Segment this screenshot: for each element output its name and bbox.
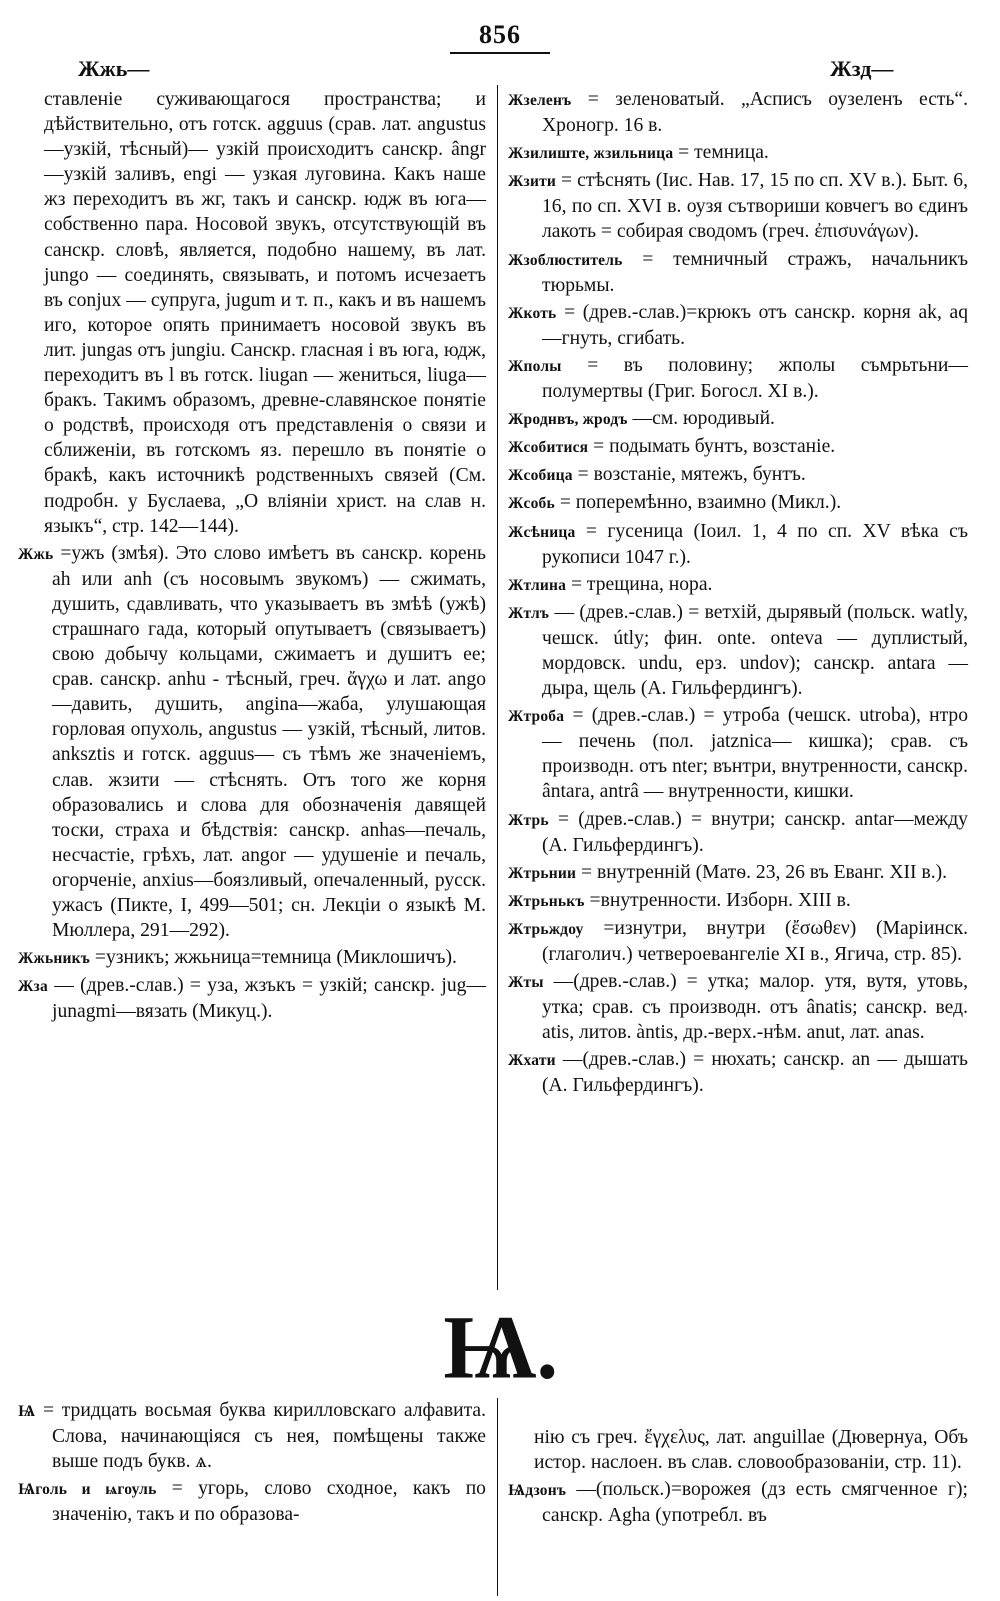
entry-headword: Жполы	[508, 357, 562, 375]
entry-headword: Жтлина	[508, 576, 567, 594]
top-right-column	[508, 87, 968, 1101]
dictionary-entry	[508, 600, 968, 701]
entry-headword: Жтроба	[508, 708, 565, 726]
entry-definition: = внутренній (Матѳ. 23, 26 въ Еванг. XII в.).	[581, 861, 948, 883]
entry-headword: Жты	[508, 974, 544, 992]
dictionary-entry	[508, 247, 968, 298]
running-head-right: Жзд—	[830, 56, 894, 81]
entry-definition: — (древ.-слав.) = уза, жзъкъ = узкій; санскр. jug—junagmi—вязать (Микуц.).	[52, 975, 487, 1023]
dictionary-entry	[18, 973, 486, 1024]
dictionary-entry	[508, 572, 968, 598]
entry-definition: = угорь, слово сходное, какъ по значенію, такъ и по образова-	[52, 1478, 486, 1526]
entry-headword: Жзилиште, жзильница	[508, 145, 674, 163]
entry-headword: Жсобица	[508, 467, 573, 485]
section-letter: Ѩ.	[442, 1296, 558, 1398]
entry-definition: —(польск.)=ворожея (дз есть смягченное г); санскр. Agha (употребл. въ	[542, 1479, 968, 1527]
dictionary-entry	[508, 916, 968, 967]
dictionary-entry	[508, 140, 968, 166]
dictionary-entry	[18, 1398, 486, 1474]
dictionary-entry	[508, 807, 968, 858]
entry-headword: Жтлъ	[508, 604, 550, 622]
entry-headword: Жсѣница	[508, 523, 576, 541]
entry-definition: =внутренности. Изборн. XIII в.	[589, 889, 851, 911]
entry-definition: = зеленоватый. „Асписъ оузеленъ есть“. Хроногр. 16 в.	[542, 89, 968, 137]
dictionary-entry	[508, 353, 968, 404]
entry-definition: = (древ.-слав.) = утроба (чешск. utroba), нтро — печень (пол. jatznica— кишка); срав. съ производн. отъ nter; вънтри, внутренности, санскр. ântara, antrâ — внутренности, кишки.	[542, 705, 968, 803]
column-rule-top	[497, 85, 498, 1290]
bottom-right-entries	[508, 1477, 968, 1528]
dictionary-entry	[508, 519, 968, 570]
dictionary-entry	[508, 1047, 968, 1098]
entry-headword: Жхати	[508, 1052, 556, 1070]
entry-definition: = тридцать восьмая буква кирилловскаго алфавита. Слова, начинающіяся съ нея, помѣщены также выше подъ букв. ѧ.	[42, 1400, 487, 1473]
entry-definition: —см. юродивый.	[632, 408, 775, 430]
entry-headword: Жжь	[18, 545, 54, 563]
entry-headword: Жтрьнькъ	[508, 892, 585, 910]
entry-definition: = (древ.-слав.)=крюкъ отъ санскр. корня ak, aq—гнуть, сгибать.	[542, 301, 968, 349]
dictionary-entry	[508, 434, 968, 460]
entry-definition: = поперемѣнно, взаимно (Микл.).	[559, 492, 842, 514]
dictionary-entry	[508, 462, 968, 488]
bottom-left-column	[18, 1398, 486, 1529]
dictionary-entry	[508, 969, 968, 1045]
entry-definition: —(древ.-слав.) = утка; малор. утя, вутя, утовь, утка; срав. съ производн. отъ ânatis; санскр. вед. atis, литов. àntis, др.-верх.-нѣм. anut, лат. anas.	[542, 971, 968, 1044]
dictionary-entry	[508, 860, 968, 886]
dictionary-entry	[18, 541, 486, 944]
page-number-rule	[450, 52, 550, 54]
entry-definition: = возстаніе, мятежъ, бунтъ.	[577, 464, 806, 486]
entry-headword: Жзеленъ	[508, 92, 572, 109]
dictionary-entry	[508, 703, 968, 804]
dictionary-entry	[508, 300, 968, 351]
entry-definition: =узникъ; жжьница=темница (Миклошичъ).	[94, 947, 457, 969]
column-rule-bottom	[497, 1398, 498, 1596]
entry-headword: Жкоть	[508, 304, 557, 322]
page-number: 856	[479, 20, 521, 49]
entry-headword: Жза	[18, 978, 48, 996]
entry-headword: Жроднвъ, жродъ	[508, 411, 628, 429]
dictionary-entry	[508, 87, 968, 138]
bottom-right-column	[508, 1425, 968, 1530]
entry-headword: Жзити	[508, 173, 557, 191]
entry-definition: =ужъ (змѣя). Это слово имѣетъ въ санскр. корень ah или anh (съ носовымъ звукомъ) — сжимать, душить, сдавливать, что указываетъ въ змѣѣ (ужѣ) страшнаго гада, который опутываетъ (связываетъ) свою добычу кольцами, сжимаетъ и душитъ ее; срав. санскр. anhu - тѣсный, греч. ἄγχω и лат. ango—давить, душить, angina—жаба, улушающая горловая опухоль, angustus — узкій, тѣсный, литов. anksztis и готск. agguus— съ тѣмъ же значеніемъ, слав. жзити — стѣснять. Отъ того же корня образовались и слова для обозначенія давящей тоски, страха и бѣдствія: санскр. anhas—печаль, несчастіе, грѣхъ, лат. angor — удушеніе и печаль, огорченіе, anxius—боязливый, опечаленный, русск. ужасъ (Пикте, I, 499—501; сн. Лекціи о языкѣ М. Мюллера, 291—292).	[52, 542, 486, 942]
dictionary-entry	[508, 888, 968, 914]
entry-definition: = въ половину; жполы съмрьтьни— полумертвы (Григ. Богосл. XI в.).	[542, 354, 968, 403]
entry-headword: Жзоблюститель	[508, 251, 623, 269]
bottom-left-entries	[18, 1398, 486, 1527]
entry-headword: Жсобь	[508, 495, 555, 513]
entry-definition: =изнутри, внутри (ἔσωθεν) (Маріинск. (глаголич.) четвероевангеліе XI в., Ягича, стр. 85).	[542, 917, 968, 965]
entry-headword: Жсобитися	[508, 439, 589, 457]
entry-definition: = трещина, нора.	[570, 573, 713, 595]
entry-headword: Жтрь	[508, 811, 549, 829]
continued-paragraph: ставленіе суживающагося пространства; и дѣйствительно, отъ готск. agguus (срав. лат. angustus—узкій, тѣсный)— узкій происходитъ санскр. ângr—узкій заливъ, engi — узкая луговина. Какъ наше жз переходитъ въ жг, такъ и санскр. юдж въ юга—собственно пара. Носовой звукъ, отсутствующій въ санскр. словѣ, является, подобно нашему, въ лат. jungo — соединять, связывать, и потомъ исчезаетъ въ conjux — супруга, jugum и т. п., какъ и въ нашемъ иго, которое опять принимаетъ носовой звукъ въ лит. jungas отъ jungiu. Санскр. гласная і въ юга, юдж, переходитъ въ l въ готск. liugan — жениться, liuga— бракъ. Такимъ образомъ, древне-славянское понятіе о родствѣ, происходя отъ представленія о связи и сближеніи, въ готскомъ яз. перешло въ понятіе о бракѣ, какъ источникѣ родственныхъ связей (См. подробн. у Буслаева, „О вліяніи христ. на слав н. языкъ“, стр. 142—144).	[44, 89, 486, 537]
entry-definition: = (древ.-слав.) = внутри; санскр. antar—между (А. Гильфердингъ).	[542, 808, 968, 856]
dictionary-entry	[508, 406, 968, 432]
entry-definition: —(древ.-слав.) = нюхать; санскр. an — дышать (А. Гильфердингъ).	[542, 1049, 968, 1097]
top-left-column	[18, 87, 486, 1026]
dictionary-entry	[508, 490, 968, 516]
entry-definition: = подымать бунтъ, возстаніе.	[593, 436, 836, 458]
entry-headword: Жжьникъ	[18, 950, 90, 968]
top-right-entries	[508, 87, 968, 1099]
entry-definition: — (древ.-слав.) = ветхій, дырявый (польск. watly, чешск. útly; фин. onte. onteva — дуплистый, мордовск. undu, ерз. undov); санскр. antara — дыра, щель (А. Гильфердингъ).	[542, 601, 968, 700]
entry-definition: = гусеница (Іоил. 1, 4 по сп. XV вѣка съ рукописи 1047 г.).	[542, 520, 968, 568]
entry-headword: Ѩголь и ѩгоуль	[18, 1481, 157, 1499]
entry-definition: = стѣснять (Іис. Нав. 17, 15 по сп. XV в.). Быт. 6, 16, по сп. XVI в. оузя сътвориши ковчегъ во єдинъ лакоть = собирая сводомъ (греч. ἐπισυνάγων).	[542, 170, 968, 243]
entry-headword: Жтрьнии	[508, 864, 577, 882]
dictionary-entry	[508, 168, 968, 244]
top-left-entries	[18, 541, 486, 1025]
entry-definition: = темничный стражъ, начальникъ тюрьмы.	[542, 248, 968, 296]
running-head-left: Жжь—	[78, 56, 150, 81]
dictionary-entry	[508, 1477, 968, 1528]
entry-headword: Жтрьждоу	[508, 920, 584, 938]
continued-paragraph: нію съ греч. ἔγχελυς, лат. anguillae (Дювернуа, Объ истор. наслоен. въ слав. словообразованіи, стр. 11).	[534, 1427, 968, 1474]
entry-definition: = темница.	[678, 142, 769, 164]
dictionary-entry	[18, 945, 486, 971]
dictionary-entry	[18, 1476, 486, 1527]
entry-headword: Ѩ	[18, 1403, 36, 1420]
entry-headword: Ѩдзонъ	[508, 1482, 567, 1500]
